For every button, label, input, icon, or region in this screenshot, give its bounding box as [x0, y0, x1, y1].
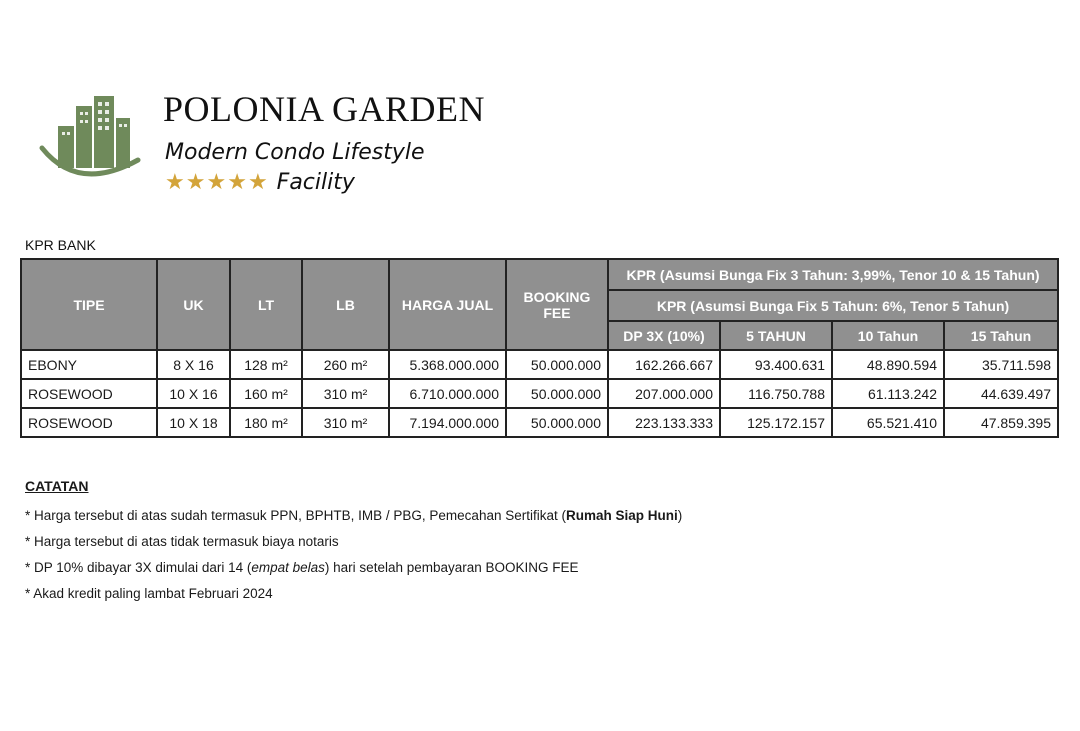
- header-harga-jual: HARGA JUAL: [389, 259, 506, 350]
- star-icon: ★: [185, 169, 206, 195]
- note-item: * Harga tersebut di atas tidak termasuk biaya notaris: [25, 534, 339, 549]
- note-text: * Harga tersebut di atas sudah termasuk PPN, BPHTB, IMB / PBG, Pemecahan Sertifikat (: [25, 508, 566, 523]
- star-icon: ★: [247, 169, 268, 195]
- note-text: ) hari setelah pembayaran BOOKING FEE: [324, 560, 579, 575]
- brand-tagline: Modern Condo Lifestyle: [165, 140, 425, 165]
- star-icon: ★: [206, 169, 227, 195]
- table-row: [21, 350, 1058, 379]
- cell-lt: 180 m²: [230, 408, 302, 437]
- cell-10-tahun: 65.521.410: [832, 408, 944, 437]
- cell-uk: 8 X 16: [157, 350, 230, 379]
- note-item: [25, 560, 682, 575]
- brand-facility-line: [165, 170, 355, 195]
- price-table: [20, 258, 1059, 438]
- table-row: [21, 379, 1058, 408]
- cell-lt: 160 m²: [230, 379, 302, 408]
- header-dp: DP 3X (10%): [608, 321, 720, 350]
- cell-tipe: ROSEWOOD: [21, 379, 157, 408]
- cell-dp: 162.266.667: [608, 350, 720, 379]
- cell-harga: 6.710.000.000: [389, 379, 506, 408]
- building-logo-icon: [38, 88, 148, 188]
- cell-5-tahun: 93.400.631: [720, 350, 832, 379]
- cell-tipe: ROSEWOOD: [21, 408, 157, 437]
- cell-booking: 50.000.000: [506, 408, 608, 437]
- cell-15-tahun: 35.711.598: [944, 350, 1058, 379]
- cell-booking: 50.000.000: [506, 379, 608, 408]
- note-text: * DP 10% dibayar 3X dimulai dari 14 (: [25, 560, 252, 575]
- section-label: KPR BANK: [25, 237, 96, 253]
- cell-dp: 207.000.000: [608, 379, 720, 408]
- cell-lb: 310 m²: [302, 379, 389, 408]
- header-15-tahun: 15 Tahun: [944, 321, 1058, 350]
- table-row: [21, 408, 1058, 437]
- cell-tipe: EBONY: [21, 350, 157, 379]
- cell-booking: 50.000.000: [506, 350, 608, 379]
- header-tipe: TIPE: [21, 259, 157, 350]
- notes-section: [25, 478, 682, 612]
- cell-uk: 10 X 16: [157, 379, 230, 408]
- cell-5-tahun: 125.172.157: [720, 408, 832, 437]
- header-uk: UK: [157, 259, 230, 350]
- cell-15-tahun: 44.639.497: [944, 379, 1058, 408]
- cell-uk: 10 X 18: [157, 408, 230, 437]
- cell-5-tahun: 116.750.788: [720, 379, 832, 408]
- cell-lb: 310 m²: [302, 408, 389, 437]
- header-lb: LB: [302, 259, 389, 350]
- cell-10-tahun: 61.113.242: [832, 379, 944, 408]
- header-lt: LT: [230, 259, 302, 350]
- header-5-tahun: 5 TAHUN: [720, 321, 832, 350]
- notes-title: CATATAN: [25, 478, 89, 494]
- star-icon: ★: [165, 169, 185, 195]
- cell-10-tahun: 48.890.594: [832, 350, 944, 379]
- cell-15-tahun: 47.859.395: [944, 408, 1058, 437]
- note-item: * Akad kredit paling lambat Februari 2024: [25, 586, 273, 601]
- cell-dp: 223.133.333: [608, 408, 720, 437]
- note-italic: empat belas: [251, 560, 325, 575]
- header-kpr-row2: KPR (Asumsi Bunga Fix 5 Tahun: 6%, Tenor 5 Tahun): [608, 290, 1058, 321]
- brand-logo: [38, 88, 148, 188]
- rating-stars: [165, 169, 269, 195]
- note-item: [25, 508, 682, 523]
- note-text: ): [677, 508, 683, 523]
- header-booking-fee: BOOKING FEE: [506, 259, 608, 350]
- header-kpr-row1: KPR (Asumsi Bunga Fix 3 Tahun: 3,99%, Tenor 10 & 15 Tahun): [608, 259, 1058, 290]
- cell-harga: 7.194.000.000: [389, 408, 506, 437]
- star-icon: ★: [227, 169, 247, 195]
- note-bold: Rumah Siap Huni: [565, 508, 678, 523]
- cell-harga: 5.368.000.000: [389, 350, 506, 379]
- cell-lt: 128 m²: [230, 350, 302, 379]
- header-10-tahun: 10 Tahun: [832, 321, 944, 350]
- facility-label: Facility: [276, 170, 355, 195]
- brand-title: POLONIA GARDEN: [163, 89, 485, 129]
- cell-lb: 260 m²: [302, 350, 389, 379]
